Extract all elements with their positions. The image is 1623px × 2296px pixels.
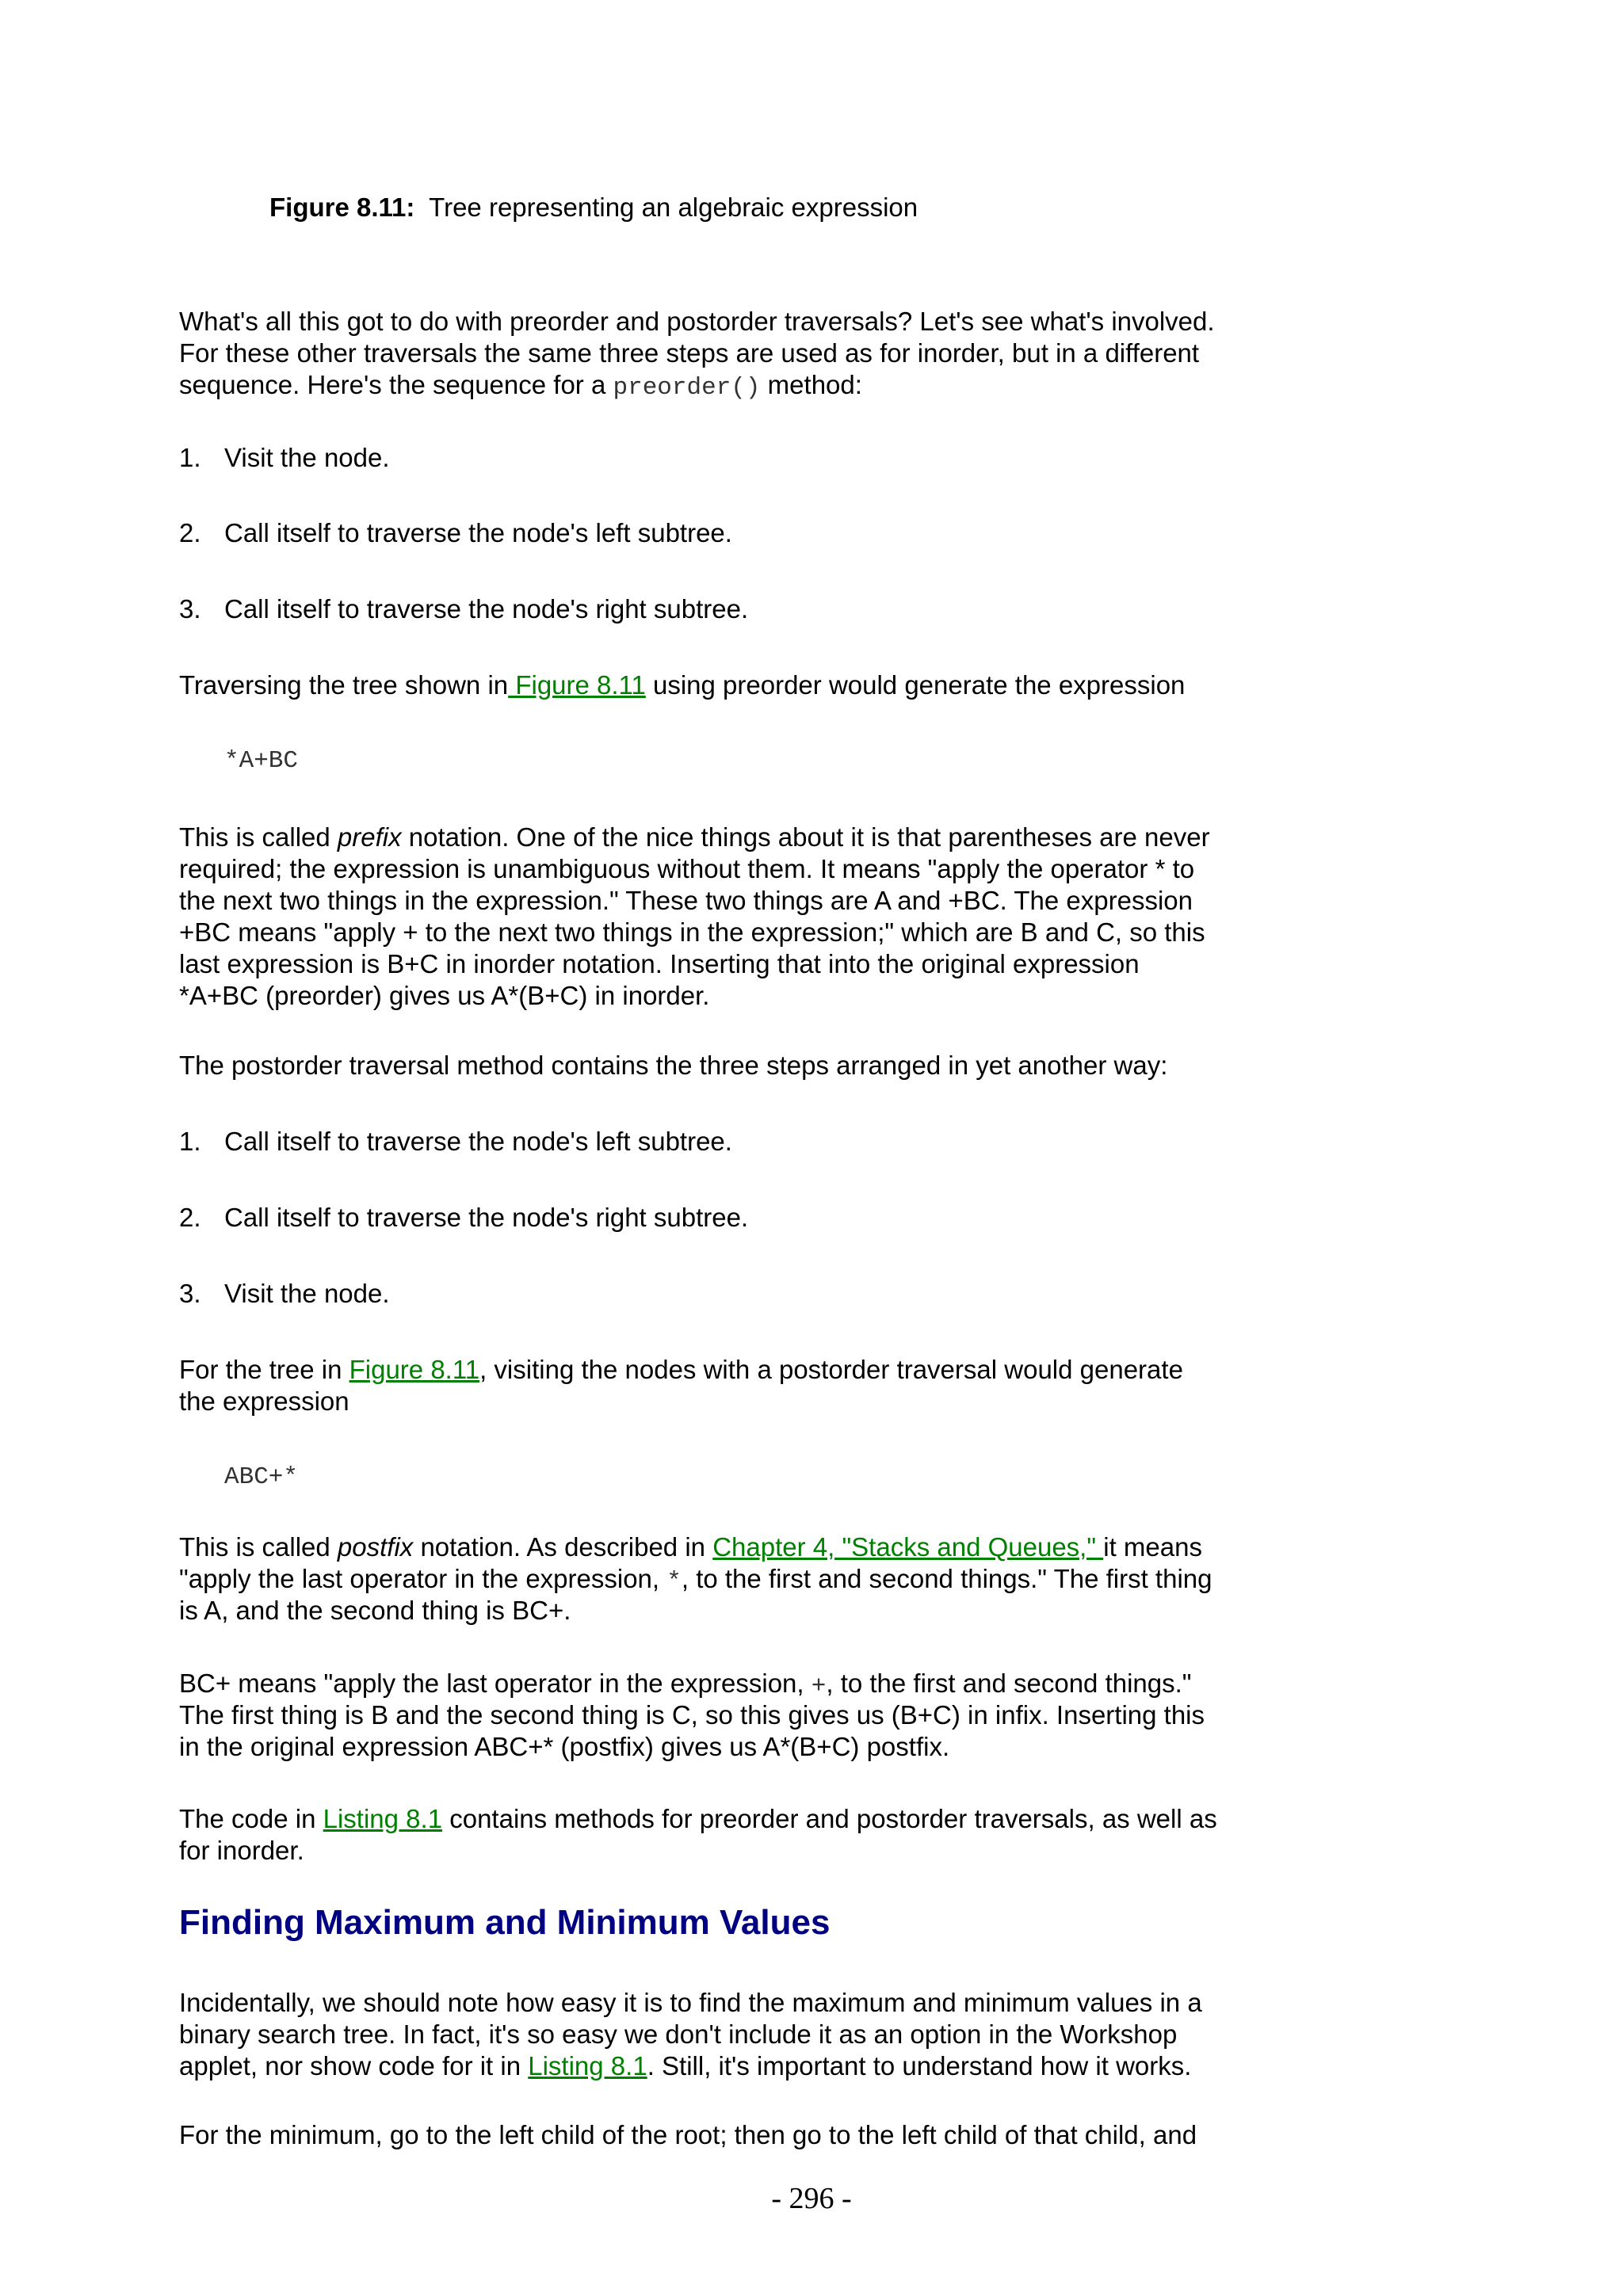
text-span: method:: [760, 370, 862, 399]
emphasis-postfix: postfix: [337, 1532, 414, 1562]
page-number: - 296 -: [771, 2182, 852, 2215]
preorder-expression: *A+BC: [224, 747, 299, 775]
text-line: *A+BC (preorder) gives us A*(B+C) in inorder.: [179, 981, 710, 1010]
figure-caption-label: Figure 8.11:: [269, 193, 415, 222]
text-line: required; the expression is unambiguous without them. It means "apply the operator * to: [179, 854, 1195, 883]
inline-code: *: [666, 1568, 682, 1596]
inline-code: +: [811, 1672, 827, 1700]
figure-caption-text: Tree representing an algebraic expression: [429, 193, 918, 222]
text-span: "apply the last operator in the expression,: [179, 1564, 667, 1593]
minmax-paragraph: [179, 1987, 1289, 2082]
text-line: What's all this got to do with preorder and postorder traversals? Let's see what's involved.: [179, 307, 1215, 336]
list-number: 2.: [179, 518, 201, 547]
text-line: +BC means "apply + to the next two things in the expression;" which are B and C, so this: [179, 917, 1205, 947]
text-span: , to the first and second things." The first thing: [681, 1564, 1212, 1593]
list-number: 3.: [179, 1279, 201, 1308]
text-line: [179, 822, 1289, 853]
figure-caption: [269, 192, 918, 223]
postorder-intro: [179, 1050, 1289, 1081]
text-line: [179, 1531, 1289, 1563]
text-line: in the original expression ABC+* (postfix) gives us A*(B+C) postfix.: [179, 1732, 950, 1761]
bc-paragraph: [179, 1668, 1289, 1763]
preorder-step-3: [179, 593, 748, 625]
listing-8-1-link[interactable]: Listing 8.1: [528, 2051, 647, 2081]
preorder-step-2: [179, 517, 732, 549]
minimum-paragraph: [179, 2119, 1289, 2151]
list-number: 1.: [179, 1127, 201, 1156]
preorder-step-1: [179, 442, 390, 474]
text-line: [179, 1668, 1289, 1699]
list-text: Call itself to traverse the node's right subtree.: [224, 594, 749, 624]
text-line: the expression: [179, 1386, 349, 1416]
text-line: [179, 1803, 1289, 1835]
text-span: applet, nor show code for it in: [179, 2051, 529, 2081]
text-span: , to the first and second things.": [826, 1669, 1192, 1698]
list-number: 2.: [179, 1203, 201, 1232]
text-line: For these other traversals the same three steps are used as for inorder, but in a different: [179, 338, 1200, 368]
text-line: for inorder.: [179, 1836, 304, 1865]
text-line: [179, 669, 1289, 701]
text-span: notation. One of the nice things about it is that parentheses are never: [401, 822, 1210, 852]
text-span: it means: [1103, 1532, 1202, 1562]
text-span: This is called: [179, 1532, 338, 1562]
text-line: The first thing is B and the second thing is C, so this gives us (B+C) in infix. Inserting this: [179, 1700, 1205, 1730]
text-span: For the tree in: [179, 1355, 349, 1384]
inline-code: preorder(): [613, 374, 761, 402]
list-text: Call itself to traverse the node's left subtree.: [224, 518, 732, 547]
list-text: Call itself to traverse the node's left subtree.: [224, 1127, 732, 1156]
text-line: is A, and the second thing is BC+.: [179, 1596, 571, 1625]
text-span: Traversing the tree shown in: [179, 670, 509, 700]
text-span: BC+ means "apply the last operator in the expression,: [179, 1669, 812, 1698]
list-text: Visit the node.: [224, 1279, 390, 1308]
text-line: the next two things in the expression." These two things are A and +BC. The expression: [179, 886, 1193, 915]
postorder-expression: ABC+*: [224, 1463, 299, 1491]
prefix-paragraph: [179, 822, 1289, 1012]
figure-8-11-link[interactable]: Figure 8.11: [508, 670, 646, 700]
list-text: Call itself to traverse the node's right subtree.: [224, 1203, 749, 1232]
text-line: For the minimum, go to the left child of the root; then go to the left child of that child, and: [179, 2120, 1197, 2149]
text-span: The code in: [179, 1804, 323, 1833]
figure-8-11-link[interactable]: Figure 8.11: [349, 1355, 480, 1384]
intro-paragraph: [179, 306, 1289, 401]
text-span: , visiting the nodes with a postorder traversal would generate: [479, 1355, 1183, 1384]
preorder-sentence: [179, 669, 1289, 701]
text-line: [179, 1354, 1289, 1386]
text-line: binary search tree. In fact, it's so easy we don't include it as an option in the Workshop: [179, 2019, 1178, 2049]
section-heading: Finding Maximum and Minimum Values: [179, 1903, 831, 1942]
text-span: . Still, it's important to understand how it works.: [647, 2051, 1192, 2081]
text-line: last expression is B+C in inorder notation. Inserting that into the original expression: [179, 949, 1140, 978]
text-span: using preorder would generate the expression: [645, 670, 1186, 700]
list-text: Visit the node.: [224, 443, 390, 472]
text-span: contains methods for preorder and postorder traversals, as well as: [442, 1804, 1217, 1833]
text-span: This is called: [179, 822, 338, 852]
postorder-step-1: [179, 1126, 732, 1158]
postfix-paragraph: [179, 1531, 1289, 1627]
list-number: 1.: [179, 443, 201, 472]
text-line: [179, 1563, 1289, 1595]
text-span: sequence. Here's the sequence for a: [179, 370, 613, 399]
listing-8-1-link[interactable]: Listing 8.1: [323, 1804, 443, 1833]
text-span: notation. As described in: [413, 1532, 713, 1562]
text-line: [179, 2050, 1289, 2082]
list-number: 3.: [179, 594, 201, 624]
postorder-step-3: [179, 1278, 390, 1310]
text-line: [179, 369, 1289, 401]
emphasis-prefix: prefix: [337, 822, 402, 852]
postorder-step-2: [179, 1202, 748, 1234]
text-line: Incidentally, we should note how easy it is to find the maximum and minimum values in a: [179, 1988, 1202, 2017]
chapter-4-link[interactable]: Chapter 4, "Stacks and Queues,": [712, 1532, 1104, 1562]
postorder-sentence: [179, 1354, 1289, 1417]
text-line: The postorder traversal method contains the three steps arranged in yet another way:: [179, 1051, 1168, 1080]
code-paragraph: [179, 1803, 1289, 1867]
